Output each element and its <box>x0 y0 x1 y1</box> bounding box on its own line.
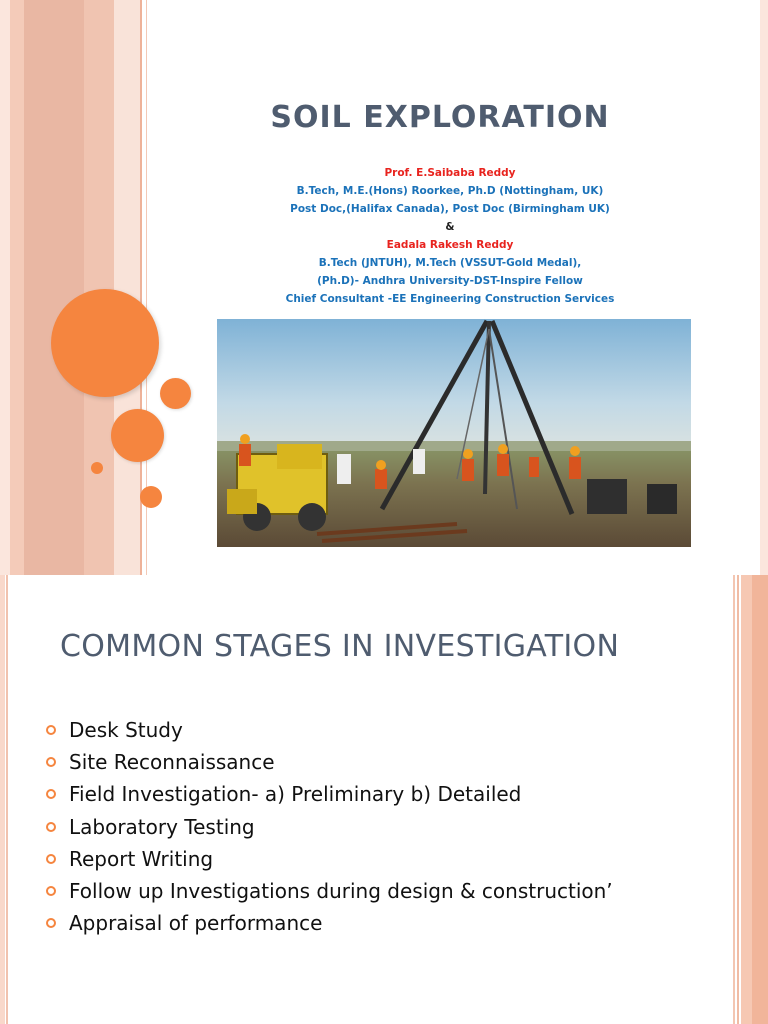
decor-band <box>0 0 10 575</box>
credit-line: B.Tech (JNTUH), M.Tech (VSSUT-Gold Medal), <box>318 257 582 269</box>
credit-line: Post Doc,(Halifax Canada), Post Doc (Birmingham UK) <box>290 203 610 215</box>
slide-title-text: SOIL EXPLORATION <box>270 100 610 135</box>
decor-circle <box>160 378 191 409</box>
bullet-ring-icon <box>46 886 56 896</box>
decor-band <box>84 0 114 575</box>
credit-line: (Ph.D)- Andhra University-DST-Inspire Fellow <box>317 275 583 287</box>
slide-title-text: COMMON STAGES IN INVESTIGATION <box>60 629 620 664</box>
credit-line: Eadala Rakesh Reddy <box>386 239 514 251</box>
list-item-text: Follow up Investigations during design & construction’ <box>69 878 613 903</box>
decor-band <box>114 0 140 575</box>
list-item-text: Laboratory Testing <box>69 814 255 839</box>
credit-line: Chief Consultant -EE Engineering Construction Services <box>285 293 615 305</box>
stages-list <box>46 714 613 939</box>
bullet-ring-icon <box>46 725 56 735</box>
list-item-text: Desk Study <box>69 718 183 742</box>
decor-band <box>10 0 24 575</box>
bullet-ring-icon <box>46 854 56 864</box>
decor-band <box>24 0 84 575</box>
bullet-ring-icon <box>46 822 56 832</box>
list-item-text: Report Writing <box>69 846 214 871</box>
list-item-text: Appraisal of performance <box>69 911 323 936</box>
decor-circle <box>140 486 162 508</box>
decor-circle <box>111 409 164 462</box>
slide-stages <box>0 575 768 1024</box>
list-item-text: Field Investigation- a) Preliminary b) Detailed <box>69 782 522 807</box>
list-item <box>46 907 613 939</box>
list-item <box>46 875 613 907</box>
credits-block <box>160 164 740 308</box>
decor-circle <box>91 462 103 474</box>
decor-circle <box>51 289 159 397</box>
decor-band <box>737 575 739 1024</box>
list-item <box>46 778 613 810</box>
credit-line: & <box>445 221 455 233</box>
decor-band <box>140 0 142 575</box>
decor-band <box>6 575 8 1024</box>
decor-band <box>752 575 768 1024</box>
list-item <box>46 714 613 746</box>
bullet-ring-icon <box>46 757 56 767</box>
bullet-ring-icon <box>46 789 56 799</box>
list-item-text: Site Reconnaissance <box>69 750 275 775</box>
decor-band <box>733 575 735 1024</box>
credit-line: B.Tech, M.E.(Hons) Roorkee, Ph.D (Nottingham, UK) <box>296 185 604 197</box>
list-item <box>46 746 613 778</box>
list-item <box>46 811 613 843</box>
bullet-ring-icon <box>46 918 56 928</box>
drilling-site-photo <box>217 319 691 547</box>
credit-line: Prof. E.Saibaba Reddy <box>384 167 516 179</box>
decor-band <box>760 0 768 575</box>
list-item <box>46 843 613 875</box>
decor-band <box>0 575 5 1024</box>
